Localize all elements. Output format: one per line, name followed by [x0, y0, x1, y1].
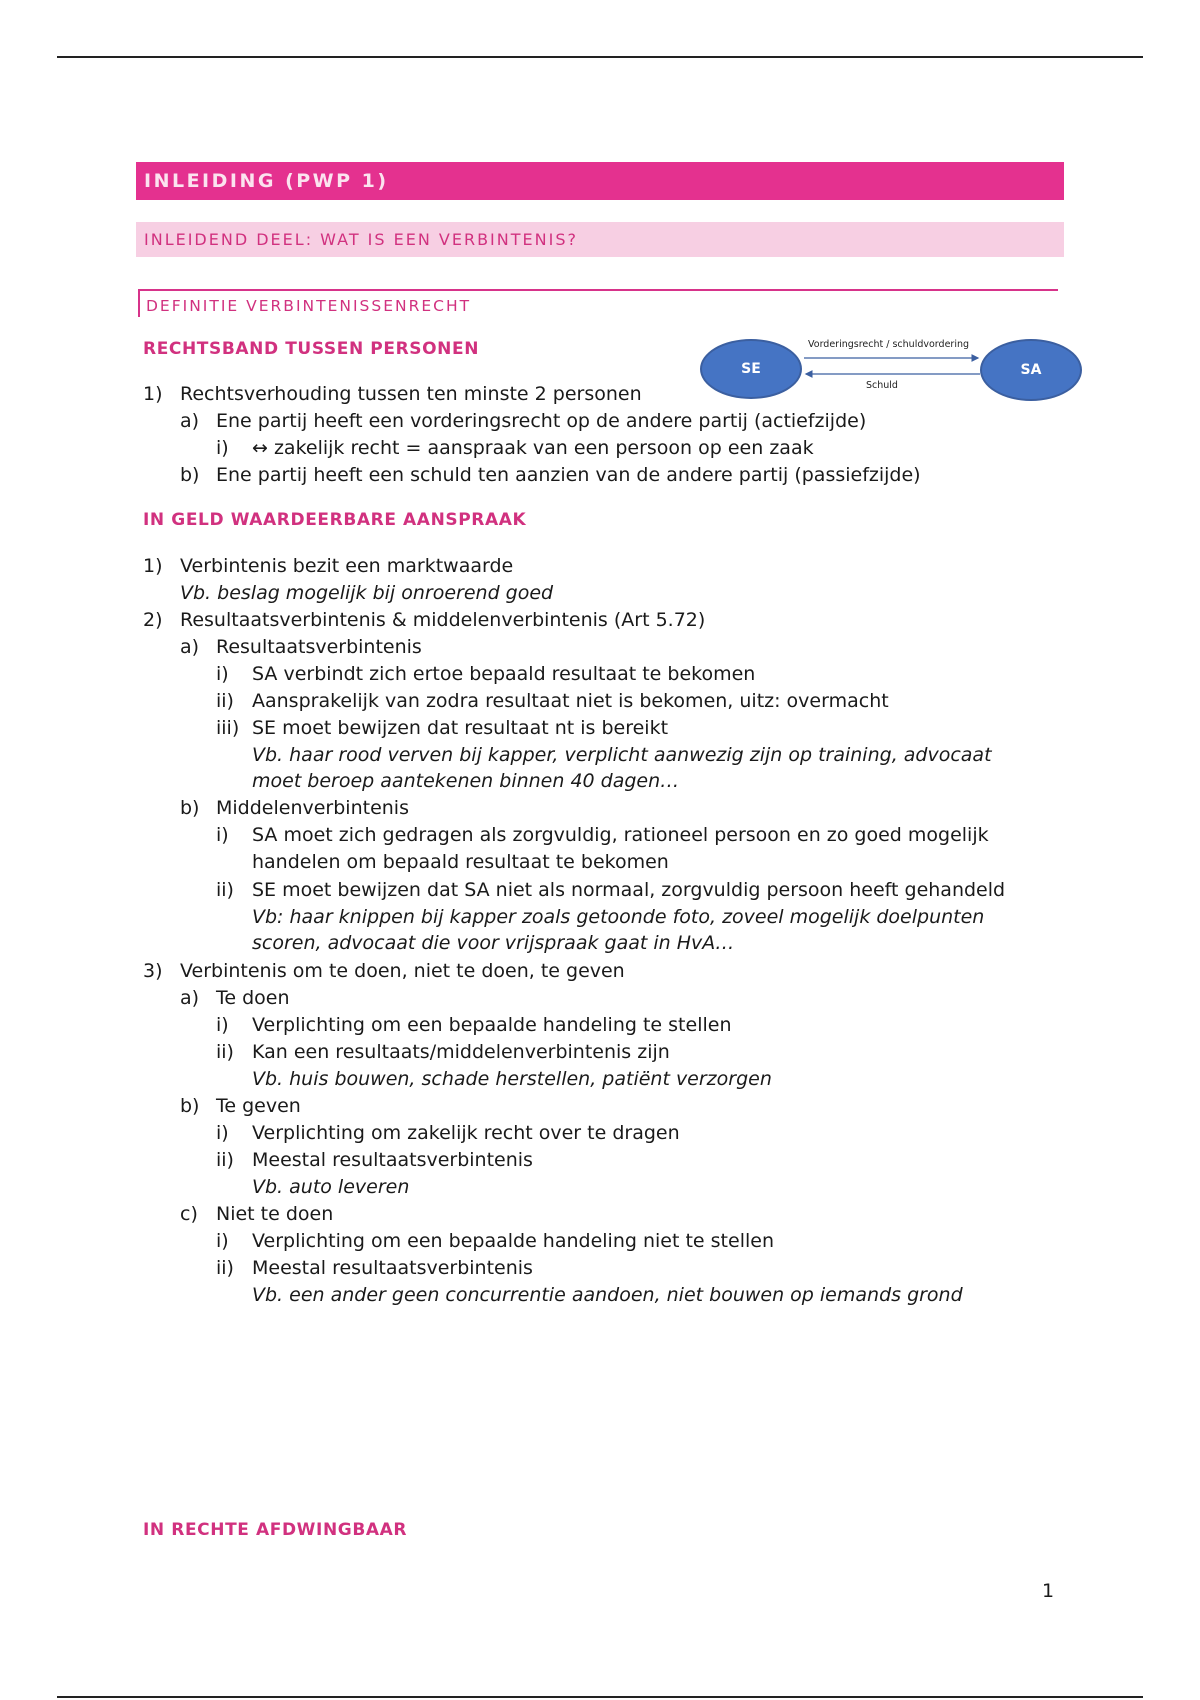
- example-text: Vb. auto leveren: [252, 1176, 410, 1198]
- list-marker: b): [180, 1095, 200, 1117]
- list-marker: ii): [216, 1041, 234, 1063]
- list-marker: iii): [216, 717, 240, 739]
- list-marker: a): [180, 410, 200, 432]
- list-marker: i): [216, 1014, 229, 1036]
- diagram-sa-node: SA: [980, 339, 1082, 401]
- example-text: Vb. een ander geen concurrentie aandoen, niet bouwen op iemands grond: [252, 1284, 963, 1306]
- list-item: Ene partij heeft een vorderingsrecht op de andere partij (actiefzijde): [216, 410, 867, 432]
- heading-level-1: INLEIDING (PWP 1): [136, 162, 1064, 200]
- list-item: ↔ zakelijk recht = aanspraak van een persoon op een zaak: [252, 437, 814, 459]
- list-marker: i): [216, 437, 229, 459]
- list-item: SA verbindt zich ertoe bepaald resultaat te bekomen: [252, 663, 756, 685]
- example-text: Vb: haar knippen bij kapper zoals getoonde foto, zoveel mogelijk doelpunten: [252, 906, 985, 928]
- list-marker: i): [216, 1230, 229, 1252]
- list-item: Verbintenis bezit een marktwaarde: [180, 555, 514, 577]
- list-marker: 3): [143, 960, 163, 982]
- list-item: Verplichting om een bepaalde handeling niet te stellen: [252, 1230, 774, 1252]
- list-item: Te doen: [216, 987, 290, 1009]
- example-text: Vb. haar rood verven bij kapper, verplicht aanwezig zijn op training, advocaat: [252, 744, 992, 766]
- list-marker: b): [180, 464, 200, 486]
- list-item: Ene partij heeft een schuld ten aanzien van de andere partij (passiefzijde): [216, 464, 921, 486]
- example-text: scoren, advocaat die voor vrijspraak gaat in HvA…: [252, 932, 735, 954]
- example-text: moet beroep aantekenen binnen 40 dagen…: [252, 770, 680, 792]
- list-item: Niet te doen: [216, 1203, 334, 1225]
- list-marker: a): [180, 987, 200, 1009]
- list-marker: a): [180, 636, 200, 658]
- list-marker: b): [180, 797, 200, 819]
- section-title: IN GELD WAARDEERBARE AANSPRAAK: [143, 510, 527, 530]
- section-title: RECHTSBAND TUSSEN PERSONEN: [143, 339, 480, 359]
- list-item: Resultaatsverbintenis & middelenverbintenis (Art 5.72): [180, 609, 706, 631]
- list-item: Te geven: [216, 1095, 301, 1117]
- list-item: Meestal resultaatsverbintenis: [252, 1149, 533, 1171]
- list-item: Rechtsverhouding tussen ten minste 2 personen: [180, 383, 642, 405]
- list-item: SA moet zich gedragen als zorgvuldig, rationeel persoon en zo goed mogelijk: [252, 824, 989, 846]
- list-item: Verbintenis om te doen, niet te doen, te geven: [180, 960, 625, 982]
- list-item: Verplichting om een bepaalde handeling te stellen: [252, 1014, 732, 1036]
- diagram-top-label: Vorderingsrecht / schuldvordering: [808, 339, 970, 350]
- list-marker: 1): [143, 555, 163, 577]
- header-rule: [57, 56, 1143, 58]
- list-marker: 2): [143, 609, 163, 631]
- example-text: Vb. beslag mogelijk bij onroerend goed: [180, 582, 554, 604]
- list-marker: 1): [143, 383, 163, 405]
- list-item: Middelenverbintenis: [216, 797, 409, 819]
- list-item: Kan een resultaats/middelenverbintenis zijn: [252, 1041, 670, 1063]
- heading-level-2: INLEIDEND DEEL: WAT IS EEN VERBINTENIS?: [136, 222, 1064, 257]
- list-marker: i): [216, 1122, 229, 1144]
- diagram-bottom-label: Schuld: [866, 380, 898, 391]
- page-number: 1: [1042, 1580, 1055, 1602]
- list-marker: ii): [216, 1257, 234, 1279]
- section-title: IN RECHTE AFDWINGBAAR: [143, 1520, 408, 1540]
- list-item: SE moet bewijzen dat SA niet als normaal, zorgvuldig persoon heeft gehandeld: [252, 879, 1006, 901]
- footer-rule: [57, 1696, 1143, 1698]
- list-marker: c): [180, 1203, 198, 1225]
- list-marker: i): [216, 824, 229, 846]
- list-item-continued: handelen om bepaald resultaat te bekomen: [252, 851, 669, 873]
- list-item: Verplichting om zakelijk recht over te dragen: [252, 1122, 680, 1144]
- list-item: Aansprakelijk van zodra resultaat niet is bekomen, uitz: overmacht: [252, 690, 889, 712]
- list-item: Resultaatsverbintenis: [216, 636, 422, 658]
- list-marker: ii): [216, 1149, 234, 1171]
- diagram-se-node: SE: [700, 339, 802, 399]
- list-item: Meestal resultaatsverbintenis: [252, 1257, 533, 1279]
- list-marker: ii): [216, 879, 234, 901]
- heading-level-3: DEFINITIE VERBINTENISSENRECHT: [138, 289, 1058, 317]
- example-text: Vb. huis bouwen, schade herstellen, patiënt verzorgen: [252, 1068, 772, 1090]
- list-marker: i): [216, 663, 229, 685]
- list-item: SE moet bewijzen dat resultaat nt is bereikt: [252, 717, 669, 739]
- list-marker: ii): [216, 690, 234, 712]
